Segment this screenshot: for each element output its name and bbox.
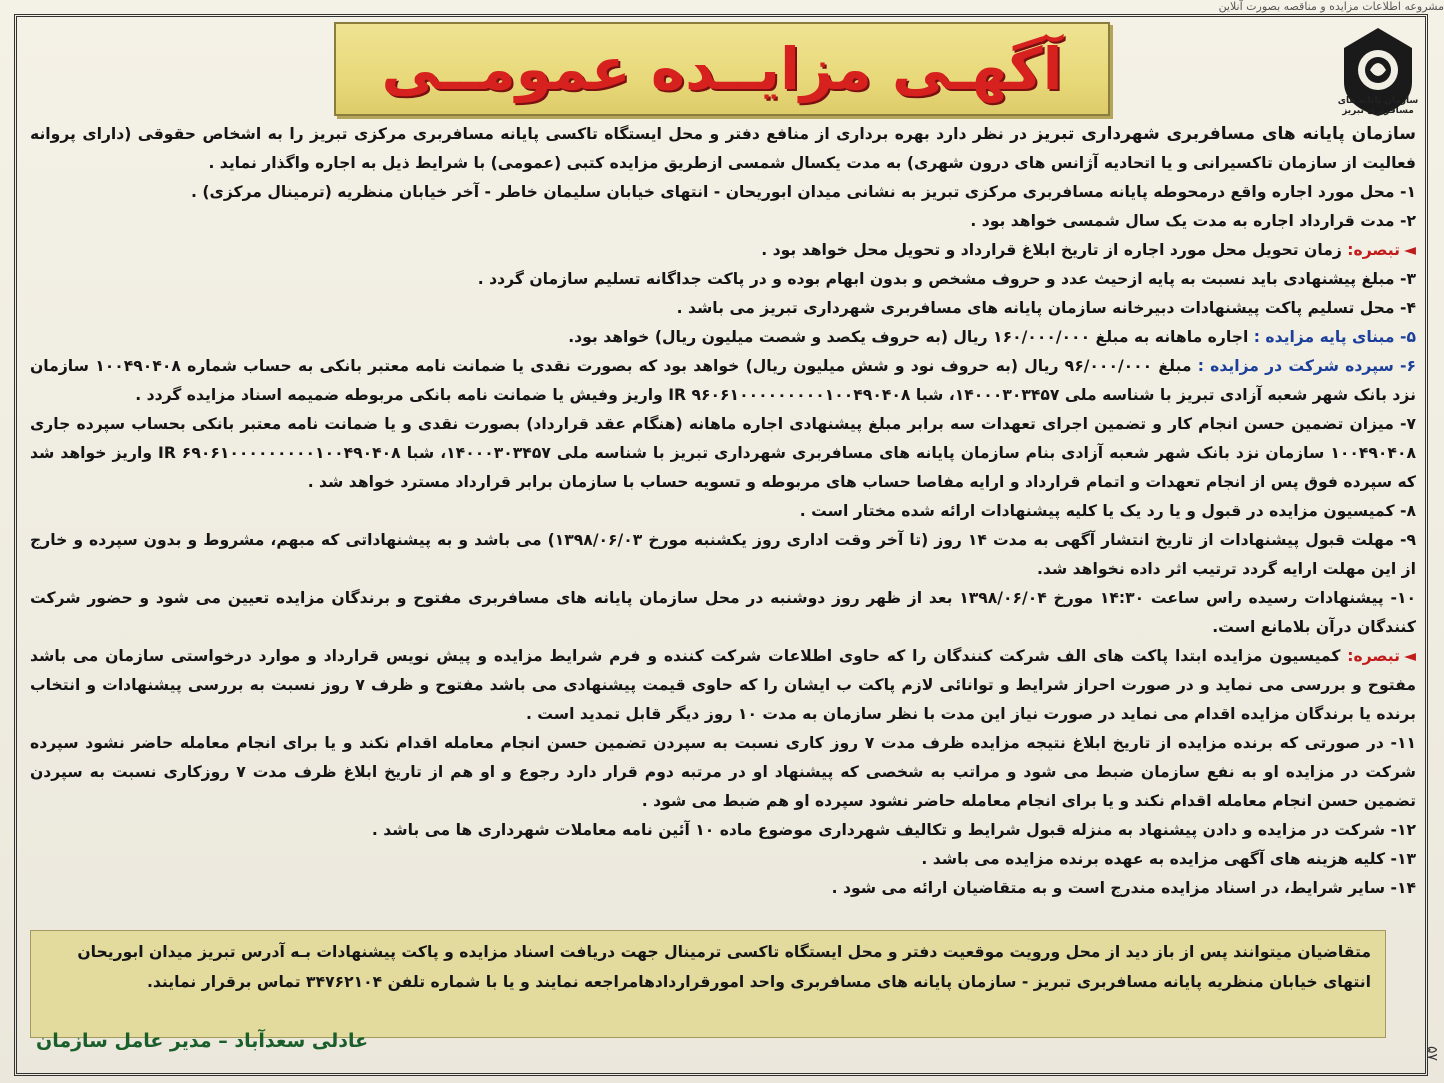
arrow-icon: ◄	[1404, 647, 1416, 665]
condition-item-5	[30, 323, 1416, 352]
condition-item-3: ۳- مبلغ پیشنهادی باید نسبت به پایه ازحیث عدد و حروف مشخص و بدون ابهام بوده و در پاکت جداگانه تسلیم سازمان گردد .	[477, 270, 1416, 288]
top-strip-text: مشروعه اطلاعات مزایده و مناقصه بصورت آنلاین	[1218, 0, 1444, 13]
condition-item-1: ۱- محل مورد اجاره واقع درمحوطه پایانه مسافربری مرکزی تبریز به نشانی میدان ابوریحان - انتهای خیابان سلیمان خاطر - آخر خیابان منظریه (ترمینال مرکزی) .	[191, 183, 1416, 201]
condition-item-8: ۸- کمیسیون مزایده در قبول و یا رد یک یا کلیه پیشنهادات ارائه شده مختار است .	[799, 502, 1416, 520]
page-title: آگهـی مزایــده عمومــی	[381, 35, 1063, 103]
note-1	[30, 236, 1416, 265]
intro-text: در نظر دارد بهره برداری از منافع دفتر و محل ایستگاه تاکسی پایانه مسافربری مرکزی تبریز را به اشخاص حقوقی (دارای پروانه فعالیت از سازمان تاکسیرانی و یا اتحادیه آژانس های درون شهری) به مدت یکسال شمسی ازطریق مزایده کتبی (عمومی) با شرایط ذیل به اجاره واگذار نماید .	[30, 125, 1416, 172]
header-banner	[334, 22, 1110, 116]
organization-name: سازمان پایانه های مسافربری شهرداری تبریز	[1033, 124, 1416, 144]
condition-item-2: ۲- مدت قرارداد اجاره به مدت یک سال شمسی خواهد بود .	[970, 212, 1416, 230]
condition-item-7: ۷- میزان تضمین حسن انجام کار و تضمین اجرای تعهدات سه برابر مبلغ پیشنهادی اجاره ماهانه (هنگام عقد قرارداد) بصورت نقدی و یا ضمانت نامه معتبر بانکی بحساب سپرده جاری ۱۰۰۴۹۰۴۰۸ سازمان نزد بانک شهر شعبه آزادی بنام سازمان پایانه های مسافربری شهرداری تبریز با شناسه ملی ۱۴۰۰۰۳۰۳۴۵۷، شبا IR ۶۹۰۶۱۰۰۰۰۰۰۰۰۰۱۰۰۴۹۰۴۰۸ واریز خواهد شد که سپرده فوق پس از انجام تعهدات و اتمام قرارداد و ارایه مفاصا حساب های مربوطه و تسویه حساب با سازمان برابر قرارداد مسترد خواهد شد .	[30, 415, 1416, 491]
page-number: ۵۷	[1424, 1046, 1440, 1062]
item-5-text: اجاره ماهانه به مبلغ ۱۶۰/۰۰۰/۰۰۰ ریال (به حروف یکصد و شصت میلیون ریال) خواهد بود.	[568, 328, 1254, 346]
condition-item-11: ۱۱- در صورتی که برنده مزایده از تاریخ ابلاغ نتیجه مزایده ظرف مدت ۷ روز کاری نسبت به سپردن تضمین حسن انجام معامله اقدام نکند و یا برای انجام معامله حاضر نشود سپرده شرکت در مزایده او به نفع سازمان ضبط می شود و مراتب به شخصی که پیشنهاد او در مرتبه دوم قرار دارد رجوع و او هم از تاریخ ابلاغ ظرف مدت ۷ روزکاری نسبت به سپردن تضمین حسن انجام معامله اقدام نکند و یا برای انجام معامله حاضر نشود سپرده او هم ضبط می شود .	[30, 734, 1416, 810]
ad-body	[30, 120, 1416, 903]
contact-info-text: متقاضیان میتوانند پس از باز دید از محل ورویت موقعیت دفتر و محل ایستگاه تاکسی ترمینال جهت دریافت اسناد مزایده و پاکت پیشنهادات بـه آدرس تبریز میدان ابوریحان انتهای خیابان منظریه پایانه مسافربری تبریز - سازمان پایانه های مسافربری واحد امورقراردادهامراجعه نمایند و یا با شماره تلفن ۳۴۷۶۲۱۰۴ تماس برقرار نمایند.	[77, 943, 1371, 991]
condition-item-9: ۹- مهلت قبول پیشنهادات از تاریخ انتشار آگهی به مدت ۱۴ روز (تا آخر وقت اداری روز یکشنبه مورخ ۱۳۹۸/۰۶/۰۳) می باشد و به پیشنهاداتی که مبهم، مشروط و بدون سپرده و خارج از این مهلت ارایه گردد ترتیب اثر داده نخواهد شد.	[30, 531, 1416, 578]
note-2-label: تبصره:	[1347, 647, 1400, 665]
condition-item-4: ۴- محل تسلیم پاکت پیشنهادات دبیرخانه سازمان پایانه های مسافربری شهرداری تبریز می باشد .	[676, 299, 1416, 317]
intro-paragraph	[30, 120, 1416, 178]
item-6-text: مبلغ ۹۶/۰۰۰/۰۰۰ ریال (به حروف نود و شش میلیون ریال) خواهد بود که بصورت نقدی یا ضمانت نامه معتبر بانکی به حساب شماره ۱۰۰۴۹۰۴۰۸ سازمان نزد بانک شهر شعبه آزادی تبریز با شناسه ملی ۱۴۰۰۰۳۰۳۴۵۷، شبا IR ۹۶۰۶۱۰۰۰۰۰۰۰۰۰۱۰۰۴۹۰۴۰۸ واریز وفیش یا ضمانت نامه بانکی مربوطه ضمیمه اسناد مزایده گردد .	[30, 357, 1416, 404]
condition-item-14: ۱۴- سایر شرایط، در اسناد مزایده مندرج است و به متقاضیان ارائه می شود .	[831, 879, 1416, 897]
condition-item-13: ۱۳- کلیه هزینه های آگهی مزایده به عهده برنده مزایده می باشد .	[921, 850, 1416, 868]
condition-item-12: ۱۲- شرکت در مزایده و دادن پیشنهاد به منزله قبول شرایط و تکالیف شهرداری موضوع ماده ۱۰ آئین نامه معاملات شهرداری ها می باشد .	[371, 821, 1416, 839]
signature: عادلی سعدآباد – مدیر عامل سازمان	[36, 1030, 369, 1052]
arrow-icon: ◄	[1404, 241, 1416, 259]
note-1-text: زمان تحویل محل مورد اجاره از تاریخ ابلاغ قرارداد و تحویل محل خواهد بود .	[761, 241, 1348, 259]
condition-item-10: ۱۰- پیشنهادات رسیده راس ساعت ۱۴:۳۰ مورخ ۱۳۹۸/۰۶/۰۴ بعد از ظهر روز دوشنبه در محل سازمان پایانه های مسافربری مفتوح و برندگان مزایده تعیین می شود و حضور شرکت کنندگان درآن بلامانع است.	[30, 589, 1416, 636]
contact-info-box	[30, 930, 1386, 1038]
item-6-label: ۶- سپرده شرکت در مزایده :	[1197, 357, 1416, 375]
note-2	[30, 642, 1416, 729]
item-5-label: ۵- مبنای پایه مزایده :	[1253, 328, 1416, 346]
condition-item-6	[30, 352, 1416, 410]
note-1-label: تبصره:	[1347, 241, 1400, 259]
note-2-text: کمیسیون مزایده ابتدا پاکت های الف شرکت کنندگان را که حاوی اطلاعات شرکت کننده و فرم شرایط مزایده و پیش نویس قرارداد و موارد درخواستی سازمان می باشد مفتوح و بررسی می نماید و در صورت احراز شرایط و توانائی لازم پاکت ب ایشان را که حاوی قیمت پیشنهادی می باشد مفتوح و ظرف ۷ روز نسبت به بررسی پیشنهادات و انتخاب برنده یا برندگان مزایده اقدام می نماید در صورت نیاز این مدت با نظر سازمان به مدت ۱۰ روز دیگر قابل تمدید است .	[30, 647, 1416, 723]
logo-caption: سازمان پایانه های مسافربری تبریز	[1337, 96, 1419, 116]
